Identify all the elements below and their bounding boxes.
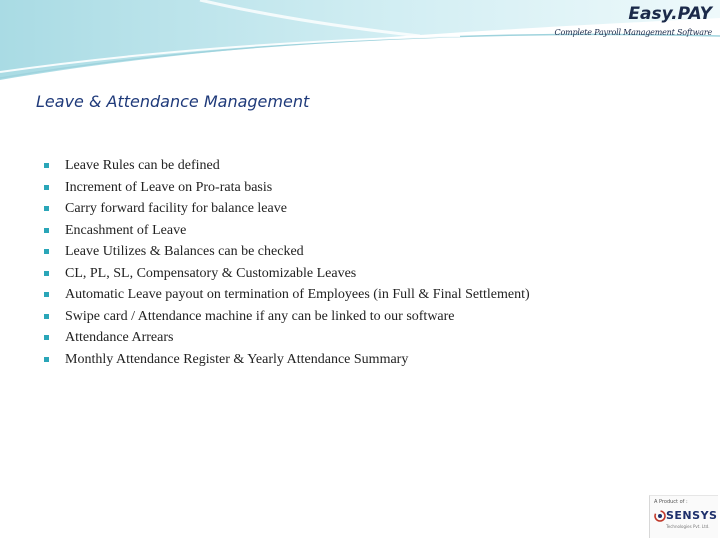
list-item <box>40 306 530 328</box>
list-item-text: Attendance Arrears <box>65 330 174 345</box>
square-bullet-icon <box>44 292 49 297</box>
list-item <box>40 327 530 349</box>
sensys-swirl-icon <box>654 510 666 522</box>
logo-wordmark: SENSYS <box>666 509 718 522</box>
header-decorative-band <box>0 0 720 90</box>
sensys-logo <box>649 495 718 538</box>
brand-title: Easy.PAY <box>628 4 712 24</box>
square-bullet-icon <box>44 249 49 254</box>
list-item-text: Leave Rules can be defined <box>65 158 220 173</box>
logo-subtext: Technologies Pvt. Ltd. <box>666 524 710 529</box>
list-item-text: Swipe card / Attendance machine if any can be linked to our software <box>65 308 455 324</box>
square-bullet-icon <box>44 185 49 190</box>
list-item <box>40 220 530 242</box>
square-bullet-icon <box>44 271 49 276</box>
page-title: Leave & Attendance Management <box>36 92 310 111</box>
list-item-text: Increment of Leave on Pro-rata basis <box>65 179 273 195</box>
list-item <box>40 155 530 177</box>
square-bullet-icon <box>44 228 49 233</box>
list-item <box>40 241 530 263</box>
list-item-text: Automatic Leave payout on termination of Employees (in Full & Final Settlement) <box>65 287 530 302</box>
brand-tagline: Complete Payroll Management Software <box>554 28 712 37</box>
square-bullet-icon <box>44 357 49 362</box>
square-bullet-icon <box>44 314 49 319</box>
list-item-text: Monthly Attendance Register & Yearly Attendance Summary <box>65 351 409 367</box>
list-item <box>40 177 530 199</box>
square-bullet-icon <box>44 335 49 340</box>
list-item <box>40 284 530 306</box>
list-item <box>40 198 530 220</box>
list-item-text: Encashment of Leave <box>65 222 187 238</box>
list-item-text: Leave Utilizes & Balances can be checked <box>65 244 304 259</box>
logo-caption: A Product of : <box>654 499 688 505</box>
square-bullet-icon <box>44 206 49 211</box>
list-item <box>40 263 530 285</box>
square-bullet-icon <box>44 163 49 168</box>
list-item-text: CL, PL, SL, Compensatory & Customizable Leaves <box>65 265 357 281</box>
list-item <box>40 349 530 371</box>
list-item-text: Carry forward facility for balance leave <box>65 201 287 216</box>
feature-list <box>40 155 530 370</box>
